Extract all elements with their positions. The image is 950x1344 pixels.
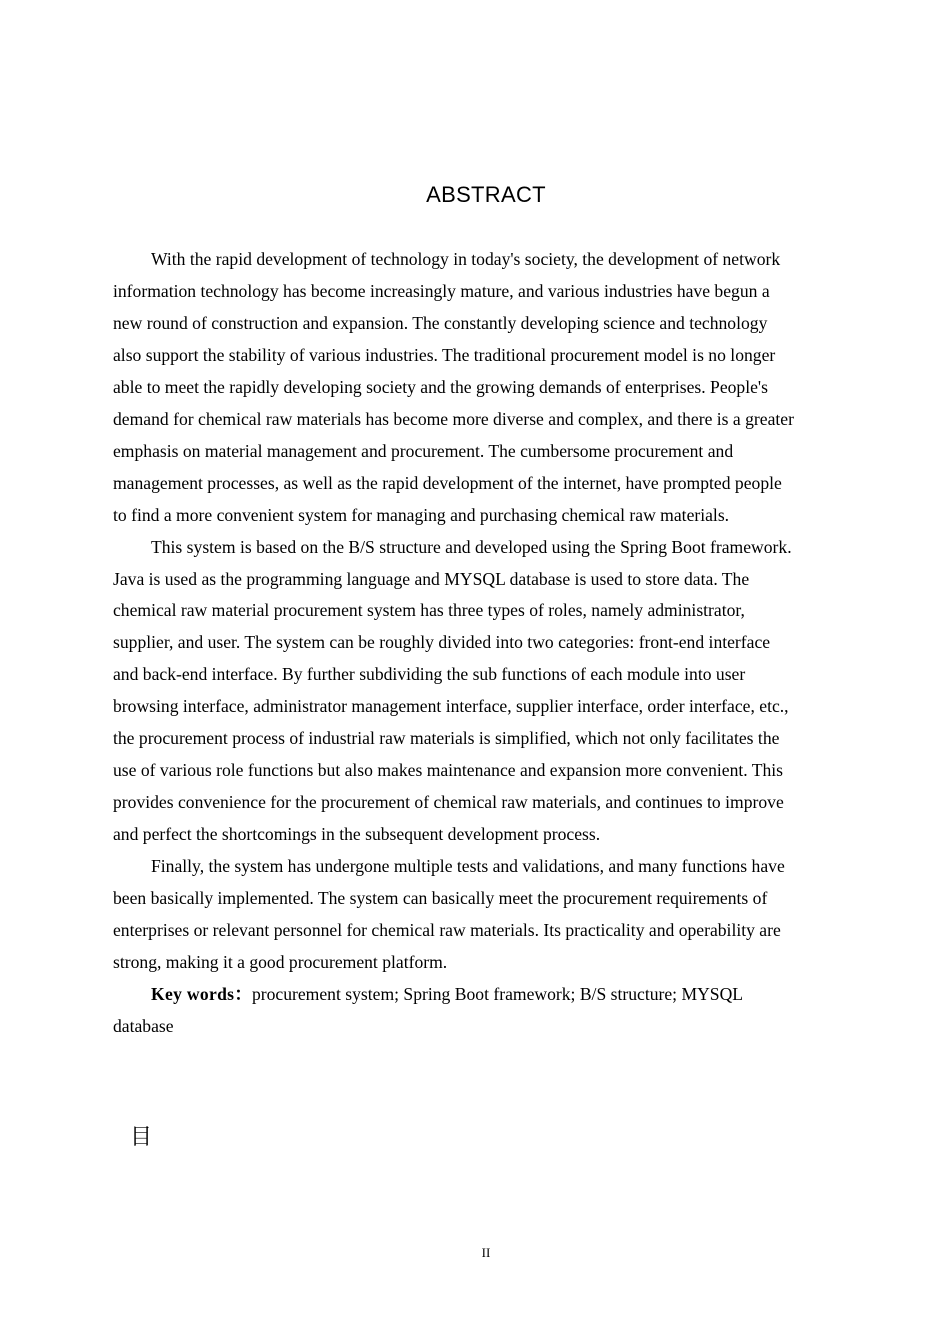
paragraph-line: supplier, and user. The system can be roughly divided into two categories: front-end interface <box>113 632 771 653</box>
abstract-paragraph-2 <box>113 532 858 852</box>
paragraph-line: strong, making it a good procurement platform. <box>113 951 448 972</box>
paragraph-line: chemical raw material procurement system has three types of roles, namely administrator, <box>113 600 745 621</box>
paragraph-line: the procurement process of industrial raw materials is simplified, which not only facilitates the <box>113 728 780 749</box>
abstract-paragraph-1 <box>113 244 858 532</box>
paragraph-line: This system is based on the B/S structure and developed using the Spring Boot framework. <box>151 536 792 557</box>
page-number: II <box>481 1245 491 1260</box>
paragraph-line: and back-end interface. By further subdividing the sub functions of each module into user <box>113 664 746 685</box>
paragraph-line: browsing interface, administrator management interface, supplier interface, order interface, etc., <box>113 696 789 717</box>
paragraph-line: Finally, the system has undergone multiple tests and validations, and many functions have <box>151 856 785 877</box>
paragraph-line: and perfect the shortcomings in the subsequent development process. <box>113 824 601 845</box>
paragraph-line: information technology has become increasingly mature, and various industries have begun a <box>113 280 770 301</box>
keywords-label: Key words <box>151 983 235 1004</box>
keywords-text: procurement system; Spring Boot framework; B/S structure; MYSQL <box>251 983 744 1004</box>
paragraph-line: provides convenience for the procurement of chemical raw materials, and continues to improve <box>113 792 784 813</box>
paragraph-line: enterprises or relevant personnel for chemical raw materials. Its practicality and operability are <box>113 920 781 941</box>
keywords-continuation: database <box>113 1015 174 1036</box>
paragraph-line: able to meet the rapidly developing society and the growing demands of enterprises. People's <box>113 376 768 397</box>
paragraph-line: use of various role functions but also makes maintenance and expansion more convenient. This <box>113 760 784 781</box>
paragraph-line: demand for chemical raw materials has become more diverse and complex, and there is a greater <box>113 408 794 429</box>
paragraph-line: With the rapid development of technology in today's society, the development of network <box>151 249 781 269</box>
paragraph-line: also support the stability of various industries. The traditional procurement model is no longer <box>113 344 776 365</box>
paragraph-line: Java is used as the programming language and MYSQL database is used to store data. The <box>113 568 750 589</box>
abstract-paragraph-3 <box>113 851 858 979</box>
paragraph-line: management processes, as well as the rapid development of the internet, have prompted people <box>113 472 782 493</box>
paragraph-line: new round of construction and expansion. The constantly developing science and technology <box>113 312 768 333</box>
keywords-paragraph <box>113 979 858 1043</box>
abstract-body <box>113 244 858 1043</box>
keywords-separator: ： <box>234 983 252 1004</box>
paragraph-line: emphasis on material management and procurement. The cumbersome procurement and <box>113 440 734 461</box>
paragraph-line: to find a more convenient system for managing and purchasing chemical raw materials. <box>113 504 730 525</box>
abstract-title: ABSTRACT <box>426 182 546 207</box>
paragraph-line: been basically implemented. The system can basically meet the procurement requirements of <box>113 888 768 909</box>
keywords-line <box>113 979 858 1011</box>
toc-heading-fragment: 目 <box>130 1125 153 1150</box>
